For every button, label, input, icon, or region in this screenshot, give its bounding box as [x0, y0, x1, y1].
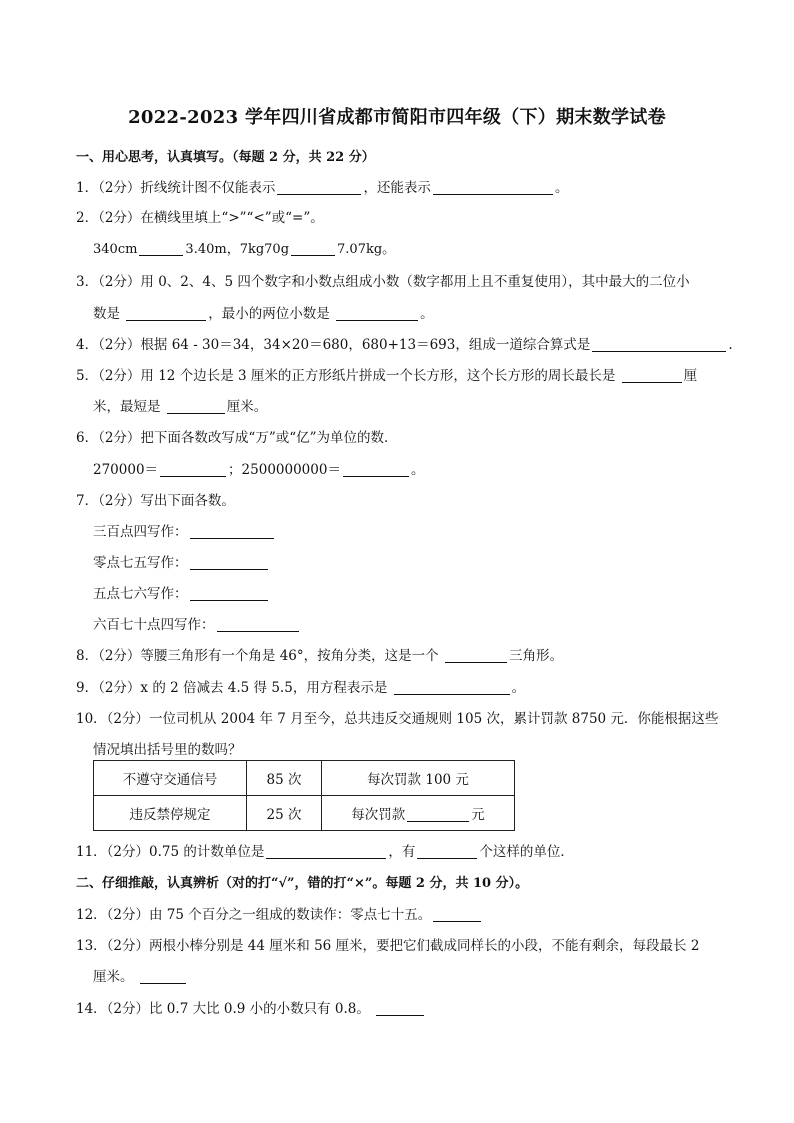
question-5-cont: 米，最短是 厘米。	[93, 399, 268, 415]
answer-blank[interactable]	[394, 680, 510, 695]
answer-blank[interactable]	[167, 399, 225, 414]
question-9: 9．（2分）x 的 2 倍减去 4.5 得 5.5，用方程表示是 。	[76, 680, 526, 696]
page-title: 2022-2023 学年四川省成都市简阳市四年级（下）期末数学试卷	[128, 107, 666, 128]
answer-blank[interactable]	[445, 648, 507, 663]
answer-blank[interactable]	[217, 617, 299, 632]
table-row	[94, 796, 515, 831]
question-5: 5．（2分）用 12 个边长是 3 厘米的正方形纸片拼成一个长方形，这个长方形的周长最长是 厘	[76, 368, 698, 384]
answer-blank[interactable]	[140, 969, 186, 984]
answer-blank[interactable]	[433, 907, 481, 922]
answer-blank[interactable]	[190, 586, 268, 601]
answer-blank[interactable]	[417, 844, 477, 859]
table-cell: 25 次	[247, 796, 322, 831]
answer-blank[interactable]	[622, 368, 682, 383]
answer-blank[interactable]	[343, 462, 409, 477]
answer-blank[interactable]	[291, 241, 335, 256]
question-12: 12．（2分）由 75 个百分之一组成的数读作：零点七十五。	[76, 903, 483, 923]
answer-blank[interactable]	[592, 337, 726, 352]
answer-blank[interactable]	[126, 306, 206, 321]
question-6-sub: 270000＝ ；2500000000＝ 。	[93, 462, 425, 478]
answer-blank[interactable]	[407, 807, 469, 822]
fines-table	[93, 760, 515, 831]
question-3-cont: 数是 ，最小的两位小数是 。	[93, 306, 434, 322]
question-6: 6．（2分）把下面各数改写成“万”或“亿”为单位的数．	[76, 430, 398, 446]
answer-blank[interactable]	[433, 180, 553, 195]
table-cell: 违反禁停规定	[94, 796, 247, 831]
question-11: 11．（2分）0.75 的计数单位是 ，有 个这样的单位．	[76, 844, 574, 860]
answer-blank[interactable]	[277, 180, 361, 195]
answer-blank[interactable]	[190, 555, 268, 570]
table-cell: 不遵守交通信号	[94, 761, 247, 796]
question-4: 4．（2分）根据 64 - 30＝34，34×20＝680，680+13＝693，组成一道综合算式是 .	[76, 337, 733, 353]
question-10-cont: 情况填出括号里的数吗？	[93, 742, 242, 758]
question-3: 3．（2分）用 0、2、4、5 四个数字和小数点组成小数（数字都用上且不重复使用），其中最大的二位小	[76, 274, 690, 290]
question-7-item-1: 三百点四写作：	[93, 520, 276, 540]
answer-blank[interactable]	[190, 524, 274, 539]
question-13-cont: 厘米。	[93, 965, 188, 985]
answer-blank[interactable]	[376, 1001, 424, 1016]
question-7: 7．（2分）写出下面各数。	[76, 493, 235, 509]
question-10: 10．（2分）一位司机从 2004 年 7 月至今，总共违反交通规则 105 次，累计罚款 8750 元．你能根据这些	[76, 711, 719, 727]
table-cell: 每次罚款 100 元	[322, 761, 515, 796]
question-8: 8．（2分）等腰三角形有一个角是 46°，按角分类，这是一个 三角形。	[76, 648, 563, 664]
question-2-sub: 340cm 3.40m，7kg70g 7.07kg。	[93, 242, 396, 257]
section-heading-2: 二、仔细推敲，认真辨析（对的打“√”，错的打“×”。每题 2 分，共 10 分）。	[76, 876, 529, 891]
table-cell: 每次罚款 元	[322, 796, 515, 831]
question-7-item-2: 零点七五写作：	[93, 551, 270, 571]
question-7-item-4: 六百七十点四写作：	[93, 613, 301, 633]
table-cell: 85 次	[247, 761, 322, 796]
question-14: 14．（2分）比 0.7 大比 0.9 小的小数只有 0.8。	[76, 997, 426, 1017]
question-13: 13．（2分）两根小棒分别是 44 厘米和 56 厘米，要把它们截成同样长的小段，不能有剩余，每段最长 2	[76, 938, 700, 954]
answer-blank[interactable]	[160, 462, 226, 477]
table-row	[94, 761, 515, 796]
answer-blank[interactable]	[139, 241, 183, 256]
question-1: 1．（2分）折线统计图不仅能表示 ，还能表示 。	[76, 180, 569, 196]
answer-blank[interactable]	[336, 306, 418, 321]
question-2: 2．（2分）在横线里填上“>”“<”或“=”。	[76, 210, 324, 226]
section-heading-1: 一、用心思考，认真填写。（每题 2 分，共 22 分）	[76, 150, 375, 165]
question-7-item-3: 五点七六写作：	[93, 582, 270, 602]
answer-blank[interactable]	[266, 844, 386, 859]
